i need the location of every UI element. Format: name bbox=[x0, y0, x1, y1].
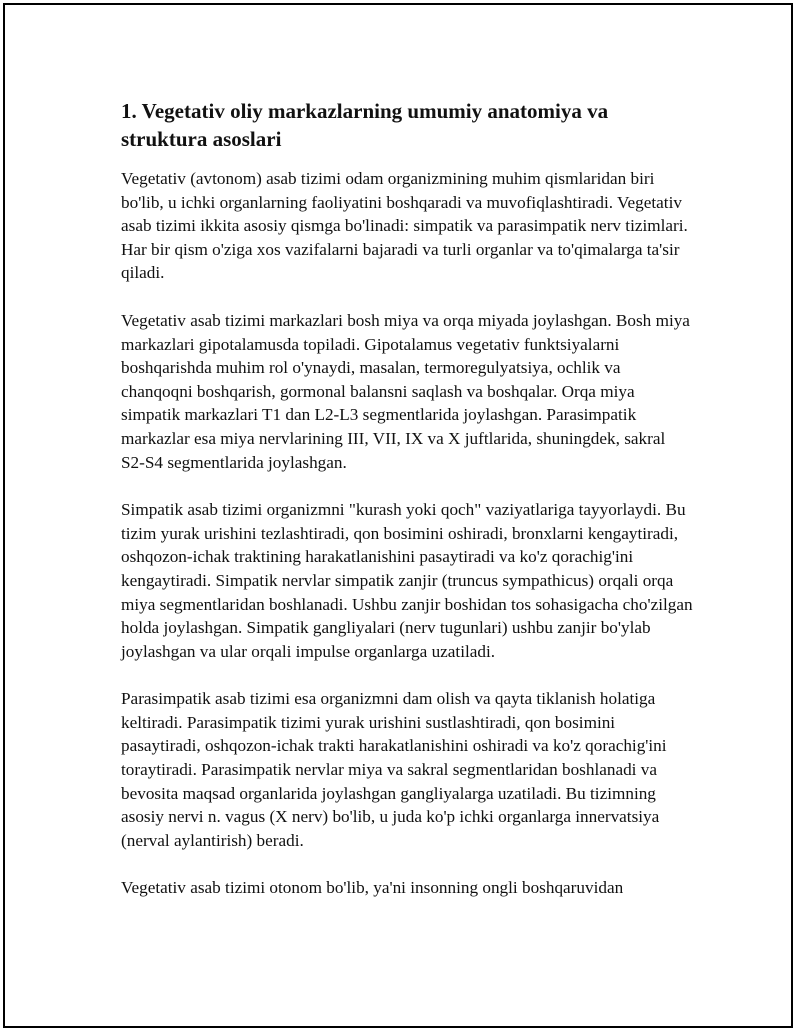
paragraph-centers: Vegetativ asab tizimi markazlari bosh miya va orqa miyada joylashgan. Bosh miya markazlari gipotalamusda topiladi. Gipotalamus vegetativ funktsiyalarni boshqarishda muhim rol o'ynaydi, masalan, termoregulyatsiya, ochlik va chanqoqni boshqarish, gormonal balansni saqlash va boshqalar. Orqa miya simpatik markazlari T1 dan L2-L3 segmentlarida joylashgan. Parasimpatik markazlar esa miya nervlarining III, VII, IX va X juftlarida, shuningdek, sakral S2-S4 segmentlarida joylashgan. bbox=[121, 310, 690, 472]
paragraph-sympathetic: Simpatik asab tizimi organizmni "kurash yoki qoch" vaziyatlariga tayyorlaydi. Bu tizim yurak urishini tezlashtiradi, qon bosimini oshiradi, bronxlarni kengaytiradi, oshqozon-ichak traktining harakatlanishini pasaytiradi va ko'z qorachig'ini kengaytiradi. Simpatik nervlar simpatik zanjir (truncus sympathicus) orqali orqa miya segmentlaridan boshlanadi. Ushbu zanjir boshidan tos sohasigacha cho'zilgan holda joylashgan. Simpatik gangliyalari (nerv tugunlari) ushbu zanjir bo'ylab joylashgan va ular orqali impulse organlarga uzatiladi. bbox=[121, 500, 693, 661]
document-page bbox=[3, 3, 793, 1028]
section-heading: 1. Vegetativ oliy markazlarning umumiy anatomiya va struktura asoslari bbox=[121, 99, 609, 151]
paragraph-autonomous: Vegetativ asab tizimi otonom bo'lib, ya'ni insonning ongli boshqaruvidan bbox=[121, 878, 624, 898]
paragraph-parasympathetic: Parasimpatik asab tizimi esa organizmni dam olish va qayta tiklanish holatiga keltiradi. Parasimpatik tizimi yurak urishini sustlashtiradi, qon bosimini pasaytiradi, oshqozon-ichak trakti harakatlanishini oshiradi va ko'z qorachig'ini toraytiradi. Parasimpatik nervlar miya va sakral segmentlaridan boshlanadi va bevosita maqsad organlarida joylashgan gangliyalarga uzatiladi. Bu tizimning asosiy nervi n. vagus (X nerv) bo'lib, u juda ko'p ichki organlarga innervatsiya (nerval aylantirish) beradi. bbox=[121, 689, 667, 850]
document-content bbox=[121, 97, 693, 924]
paragraph-intro: Vegetativ (avtonom) asab tizimi odam organizmining muhim qismlaridan biri bo'lib, u ichki organlarning faoliyatini boshqaradi va muvofiqlashtiradi. Vegetativ asab tizimi ikkita asosiy qismga bo'linadi: simpatik va parasimpatik nerv tizimlari. Har bir qism o'ziga xos vazifalarni bajaradi va turli organlar va to'qimalarga ta'sir qiladi. bbox=[121, 169, 688, 283]
